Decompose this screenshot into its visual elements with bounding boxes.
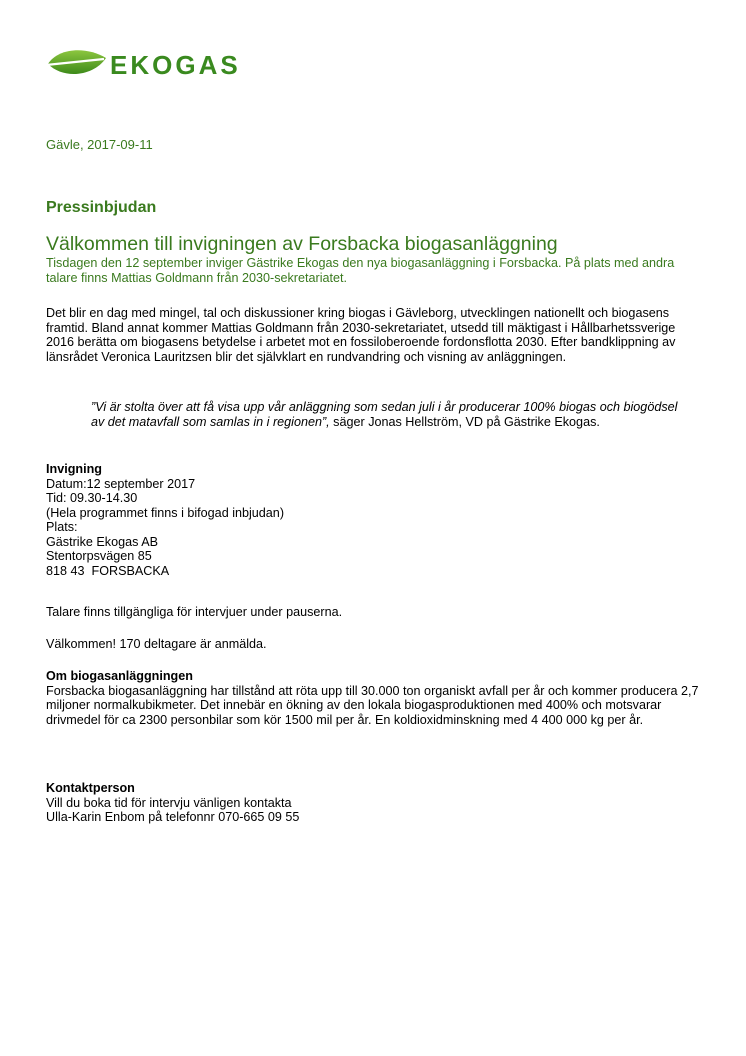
kontakt-line: Ulla-Karin Enbom på telefonnr 070-665 09 55	[46, 810, 300, 824]
body-paragraph: Det blir en dag med mingel, tal och diskussioner kring biogas i Gävleborg, utvecklingen nationellt och biogasens framtid. Bland annat kommer Mattias Goldmann från 2030-sekretariatet, utsedd till mäktigast i Hållbarhetssverige 2016 berätta om biogasens betydelse i arbetet mot en fossiloberoende fordonsflotta 2030. Efter bandklippning av länsrådet Veronica Lauritzsen blir det självklart en rundvandring och visning av anläggningen.	[46, 306, 676, 364]
quote-block	[91, 400, 691, 429]
kontakt-section	[46, 781, 706, 825]
invigning-section	[46, 462, 706, 578]
ekogas-logo	[46, 44, 316, 84]
om-text: Forsbacka biogasanläggning har tillstånd att röta upp till 30.000 ton organiskt avfall per år och kommer producera 2,7 miljoner normalkubikmeter. Det innebär en ökning av den lokala biogasproduktionen med 400% och motsvarar drivmedel för ca 2300 personbilar som kör 1500 mil per år. En koldioxidminskning med 4 400 000 kg per år.	[46, 683, 699, 727]
leaf-icon	[46, 44, 316, 84]
invigning-line: Tid: 09.30-14.30	[46, 491, 138, 505]
section-heading: Om biogasanläggningen	[46, 669, 193, 683]
invigning-line: Stentorpsvägen 85	[46, 549, 152, 563]
section-heading: Invigning	[46, 462, 102, 476]
invigning-line: (Hela programmet finns i bifogad inbjudan)	[46, 505, 285, 520]
invigning-line: Plats:	[46, 520, 78, 534]
invigning-line: Datum:12 september 2017	[46, 476, 196, 491]
quote-attribution: säger Jonas Hellström, VD på Gästrike Ekogas.	[329, 414, 600, 429]
lead-paragraph: Tisdagen den 12 september inviger Gästrike Ekogas den nya biogasanläggning i Forsbacka. På plats med andra talare finns Mattias Goldmann från 2030-sekretariatet.	[46, 256, 675, 285]
quote-text: ”Vi är stolta över att få visa upp vår anläggning som sedan juli i år producerar 100% biogas och biogödsel av det matavfall som samlas in i regionen”,	[91, 400, 678, 429]
invigning-line: 818 43 FORSBACKA	[46, 563, 170, 578]
om-section	[46, 669, 706, 727]
place-date: Gävle, 2017-09-11	[46, 137, 153, 152]
brand-wordmark: EKOGAS	[110, 50, 241, 80]
valkommen-note: Välkommen! 170 deltagare är anmälda.	[46, 637, 267, 651]
invigning-line: Gästrike Ekogas AB	[46, 534, 158, 549]
page-title: Välkommen till invigningen av Forsbacka biogasanläggning	[46, 233, 558, 255]
talare-note: Talare finns tillgängliga för intervjuer under pauserna.	[46, 605, 343, 619]
section-heading: Kontaktperson	[46, 781, 135, 795]
kontakt-line: Vill du boka tid för intervju vänligen kontakta	[46, 795, 292, 810]
press-label: Pressinbjudan	[46, 199, 157, 216]
